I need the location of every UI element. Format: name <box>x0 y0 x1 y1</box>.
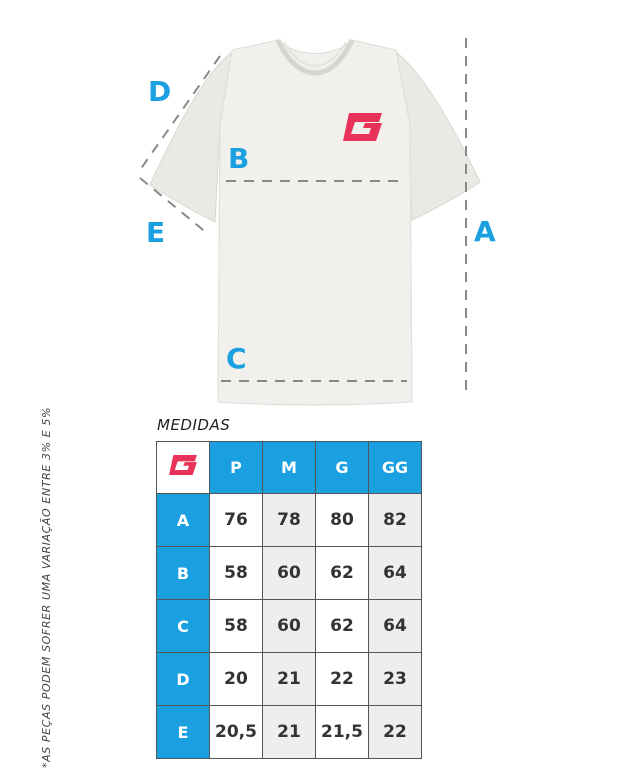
table-cell: 62 <box>316 547 369 600</box>
row-header: A <box>157 494 210 547</box>
row-header: E <box>157 706 210 759</box>
table-cell: 22 <box>316 653 369 706</box>
table-cell: 21 <box>263 653 316 706</box>
table-header-row <box>157 442 422 494</box>
disclaimer-note: *AS PEÇAS PODEM SOFRER UMA VARIAÇÃO ENTRE 3% E 5% <box>40 406 53 768</box>
table-row <box>157 653 422 706</box>
table-cell: 82 <box>369 494 422 547</box>
label-b: B <box>228 142 250 175</box>
label-d: D <box>148 75 172 108</box>
shirt-body <box>218 40 412 405</box>
row-header: C <box>157 600 210 653</box>
table-cell: 21,5 <box>316 706 369 759</box>
g-logo-icon <box>169 455 197 475</box>
table-cell: 58 <box>210 547 263 600</box>
table-cell: 80 <box>316 494 369 547</box>
size-table <box>156 441 422 759</box>
table-row <box>157 600 422 653</box>
table-cell: 64 <box>369 600 422 653</box>
table-cell: 58 <box>210 600 263 653</box>
label-e: E <box>146 216 166 249</box>
table-title: MEDIDAS <box>157 416 231 434</box>
table-cell: 76 <box>210 494 263 547</box>
column-header: G <box>316 442 369 494</box>
table-cell: 62 <box>316 600 369 653</box>
table-cell: 60 <box>263 547 316 600</box>
table-cell: 60 <box>263 600 316 653</box>
table-cell: 20 <box>210 653 263 706</box>
label-a: A <box>474 215 496 248</box>
table-cell: 20,5 <box>210 706 263 759</box>
label-c: C <box>226 342 247 375</box>
logo-cell <box>157 442 210 494</box>
table-cell: 23 <box>369 653 422 706</box>
table-cell: 22 <box>369 706 422 759</box>
table-cell: 21 <box>263 706 316 759</box>
table-row <box>157 547 422 600</box>
table-row <box>157 494 422 547</box>
table-cell: 78 <box>263 494 316 547</box>
table-row <box>157 706 422 759</box>
column-header: GG <box>369 442 422 494</box>
row-header: B <box>157 547 210 600</box>
column-header: M <box>263 442 316 494</box>
column-header: P <box>210 442 263 494</box>
row-header: D <box>157 653 210 706</box>
table-cell: 64 <box>369 547 422 600</box>
